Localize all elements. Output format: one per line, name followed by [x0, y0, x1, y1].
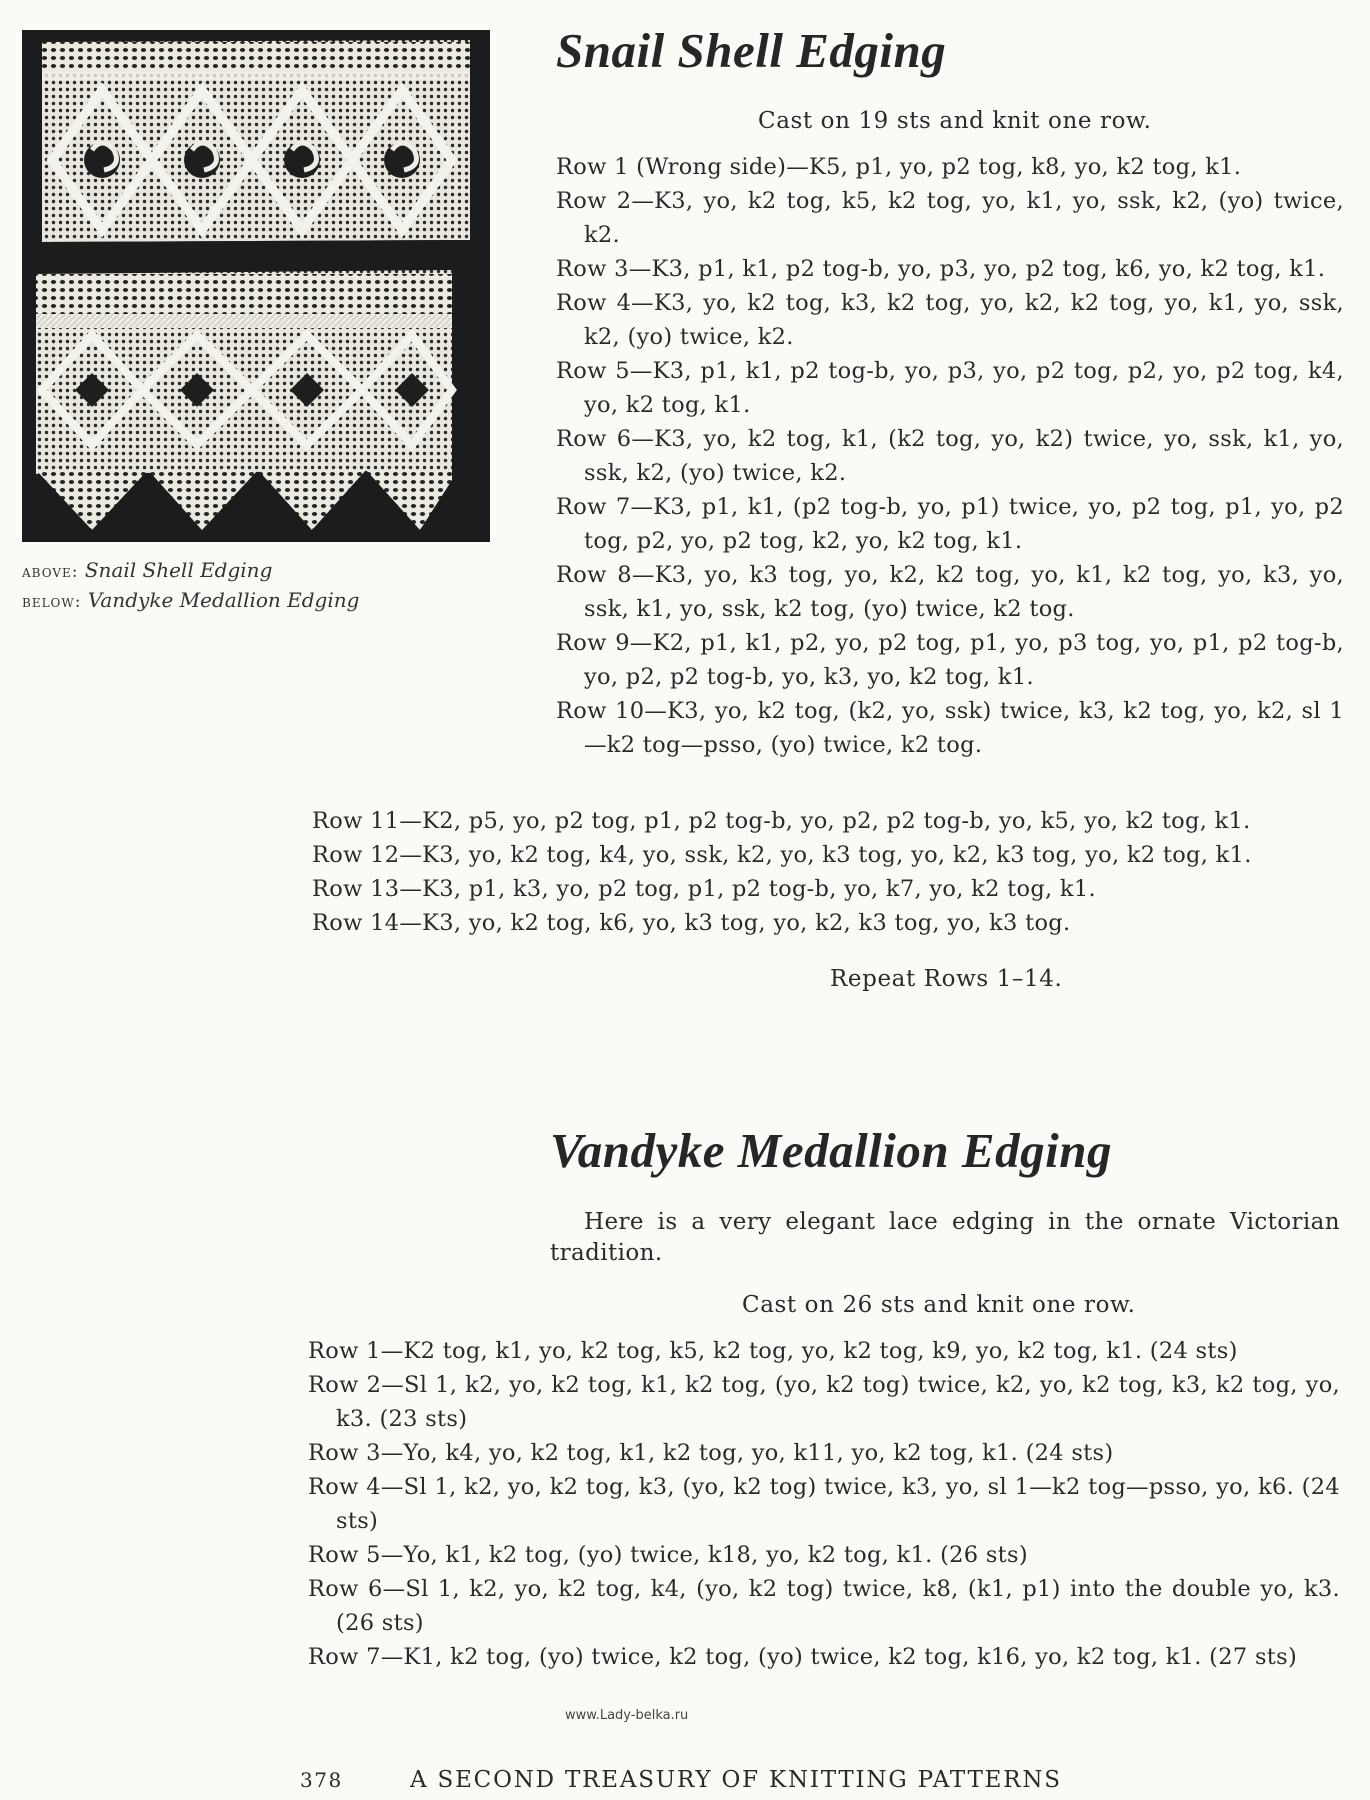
photo-caption	[22, 556, 359, 616]
snail-row-2: Row 2—K3, yo, k2 tog, k5, k2 tog, yo, k1, yo, ssk, k2, (yo) twice, k2.	[556, 188, 1344, 248]
watermark: www.Lady-belka.ru	[565, 1708, 689, 1723]
snail-row-9: Row 9—K2, p1, k1, p2, yo, p2 tog, p1, yo, p3 tog, yo, p1, p2 tog-b, yo, p2, p2 tog-b, yo, k3, yo, k2 tog, k1.	[556, 630, 1344, 690]
vandyke-row-2: Row 2—Sl 1, k2, yo, k2 tog, k1, k2 tog, (yo, k2 tog) twice, k2, yo, k2 tog, k3, k2 tog, yo, k3. (23 sts)	[308, 1372, 1340, 1432]
vandyke-intro: Here is a very elegant lace edging in the ornate Victorian tradition.	[550, 1209, 1340, 1266]
vandyke-row-3: Row 3—Yo, k4, yo, k2 tog, k1, k2 tog, yo, k11, yo, k2 tog, k1. (24 sts)	[308, 1440, 1114, 1466]
caption-above-label: above:	[22, 562, 79, 582]
snail-cast-on: Cast on 19 sts and knit one row.	[758, 108, 1152, 134]
vandyke-row-6: Row 6—Sl 1, k2, yo, k2 tog, k4, (yo, k2 tog) twice, k8, (k1, p1) into the double yo, k3. (26 sts)	[308, 1576, 1340, 1636]
lace-edging-photo	[22, 30, 490, 542]
vandyke-medallion-swatch	[36, 270, 452, 530]
snail-row-12: Row 12—K3, yo, k2 tog, k4, yo, ssk, k2, yo, k3 tog, yo, k2, k3 tog, yo, k2 tog, k1.	[312, 842, 1252, 868]
snail-row-5: Row 5—K3, p1, k1, p2 tog-b, yo, p3, yo, p2 tog, p2, yo, p2 tog, k4, yo, k2 tog, k1.	[556, 358, 1344, 418]
vandyke-rows	[308, 1334, 1340, 1674]
snail-row-13: Row 13—K3, p1, k3, yo, p2 tog, p1, p2 tog-b, yo, k7, yo, k2 tog, k1.	[312, 876, 1096, 902]
snail-repeat: Repeat Rows 1–14.	[830, 966, 1063, 992]
snail-row-4: Row 4—K3, yo, k2 tog, k3, k2 tog, yo, k2, k2 tog, yo, k1, yo, ssk, k2, (yo) twice, k2.	[556, 290, 1344, 350]
snail-row-8: Row 8—K3, yo, k3 tog, yo, k2, k2 tog, yo, k1, k2 tog, yo, k3, yo, ssk, k1, yo, ssk, k2 tog, (yo) twice, k2 tog.	[556, 562, 1344, 622]
vandyke-title: Vandyke Medallion Edging	[550, 1123, 1112, 1178]
vandyke-row-1: Row 1—K2 tog, k1, yo, k2 tog, k5, k2 tog, yo, k2 tog, k9, yo, k2 tog, k1. (24 sts)	[308, 1338, 1238, 1364]
snail-row-10: Row 10—K3, yo, k2 tog, (k2, yo, ssk) twice, k3, k2 tog, yo, k2, sl 1—k2 tog—psso, (yo) twice, k2 tog.	[556, 698, 1344, 758]
page-footer	[300, 1767, 1062, 1793]
snail-row-7: Row 7—K3, p1, k1, (p2 tog-b, yo, p1) twice, yo, p2 tog, p1, yo, p2 tog, p2, yo, p2 tog, k2, yo, k2 tog, k1.	[556, 494, 1344, 554]
book-title: A SECOND TREASURY OF KNITTING PATTERNS	[410, 1767, 1062, 1793]
caption-below-label: below:	[22, 592, 82, 612]
snail-title: Snail Shell Edging	[556, 23, 947, 78]
snail-row-11: Row 11—K2, p5, yo, p2 tog, p1, p2 tog-b, yo, p2, p2 tog-b, yo, k5, yo, k2 tog, k1.	[312, 808, 1251, 834]
page-number: 378	[300, 1768, 343, 1792]
vandyke-row-7: Row 7—K1, k2 tog, (yo) twice, k2 tog, (yo) twice, k2 tog, k16, yo, k2 tog, k1. (27 sts)	[308, 1644, 1298, 1670]
snail-shell-swatch	[42, 40, 470, 258]
snail-rows	[556, 150, 1344, 762]
snail-row-3: Row 3—K3, p1, k1, p2 tog-b, yo, p3, yo, p2 tog, k6, yo, k2 tog, k1.	[556, 256, 1326, 282]
snail-rows-wide	[312, 804, 1352, 940]
caption-below-title: Vandyke Medallion Edging	[87, 588, 360, 612]
vandyke-row-5: Row 5—Yo, k1, k2 tog, (yo) twice, k18, yo, k2 tog, k1. (26 sts)	[308, 1542, 1028, 1568]
caption-above-title: Snail Shell Edging	[84, 558, 273, 582]
vandyke-row-4: Row 4—Sl 1, k2, yo, k2 tog, k3, (yo, k2 tog) twice, k3, yo, sl 1—k2 tog—psso, yo, k6. (24 sts)	[308, 1474, 1340, 1534]
snail-row-14: Row 14—K3, yo, k2 tog, k6, yo, k3 tog, yo, k2, k3 tog, yo, k3 tog.	[312, 910, 1071, 936]
snail-row-1: Row 1 (Wrong side)—K5, p1, yo, p2 tog, k8, yo, k2 tog, k1.	[556, 154, 1242, 180]
vandyke-cast-on: Cast on 26 sts and knit one row.	[742, 1292, 1136, 1318]
snail-row-6: Row 6—K3, yo, k2 tog, k1, (k2 tog, yo, k2) twice, yo, ssk, k1, yo, ssk, k2, (yo) twice, k2.	[556, 426, 1344, 486]
